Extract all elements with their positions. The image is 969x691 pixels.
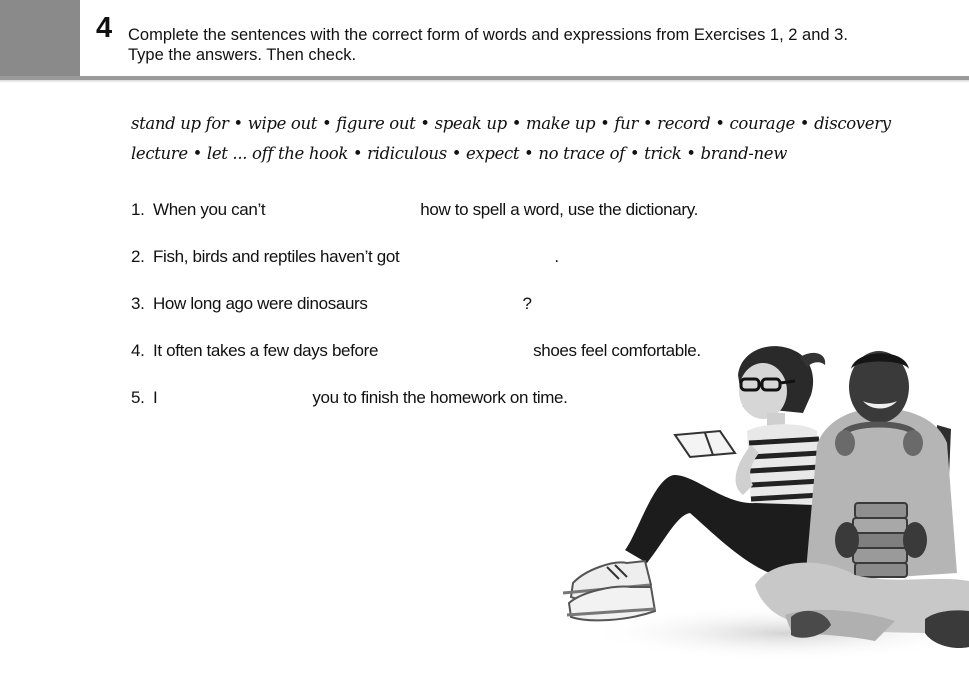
word-bank-line: stand up for • wipe out • figure out • speak up • make up • fur • record • courage • discovery (131, 114, 891, 133)
sentence-text-before: I (153, 388, 158, 407)
sentence-item (131, 200, 701, 247)
sentence-number: 4. (131, 341, 145, 360)
sentence-item (131, 247, 701, 294)
answer-input-1[interactable] (265, 205, 420, 225)
sentence-text-after: . (554, 247, 559, 266)
sentence-text-before: How long ago were dinosaurs (153, 294, 368, 313)
answer-input-2[interactable] (399, 252, 554, 272)
sentence-number: 2. (131, 247, 145, 266)
word-bank (131, 109, 891, 169)
sentence-text-after: how to spell a word, use the dictionary. (420, 200, 698, 219)
sentence-number: 3. (131, 294, 145, 313)
exercise-number: 4 (96, 12, 113, 44)
sentence-text-after: ? (522, 294, 532, 313)
answer-input-4[interactable] (378, 346, 533, 366)
exercise-instruction (128, 25, 948, 65)
sentence-number: 5. (131, 388, 145, 407)
sentence-text-after: shoes feel comfortable. (533, 341, 701, 360)
instruction-line: Type the answers. Then check. (128, 46, 357, 64)
exercise-header-block (0, 0, 80, 76)
word-bank-line: lecture • let ... off the hook • ridiculous • expect • no trace of • trick • brand-new (131, 144, 787, 163)
sentence-number: 1. (131, 200, 145, 219)
answer-input-5[interactable] (157, 393, 312, 413)
sentence-text-before: When you can’t (153, 200, 266, 219)
students-photo (555, 335, 969, 660)
answer-input-3[interactable] (368, 299, 523, 319)
header-divider-shadow (0, 80, 969, 83)
sentence-item (131, 294, 701, 341)
sentence-text-before: It often takes a few days before (153, 341, 379, 360)
sentence-text-after: you to finish the homework on time. (312, 388, 568, 407)
instruction-line: Complete the sentences with the correct form of words and expressions from Exercises 1, 2 and 3. (128, 26, 848, 44)
sentence-text-before: Fish, birds and reptiles haven’t got (153, 247, 400, 266)
